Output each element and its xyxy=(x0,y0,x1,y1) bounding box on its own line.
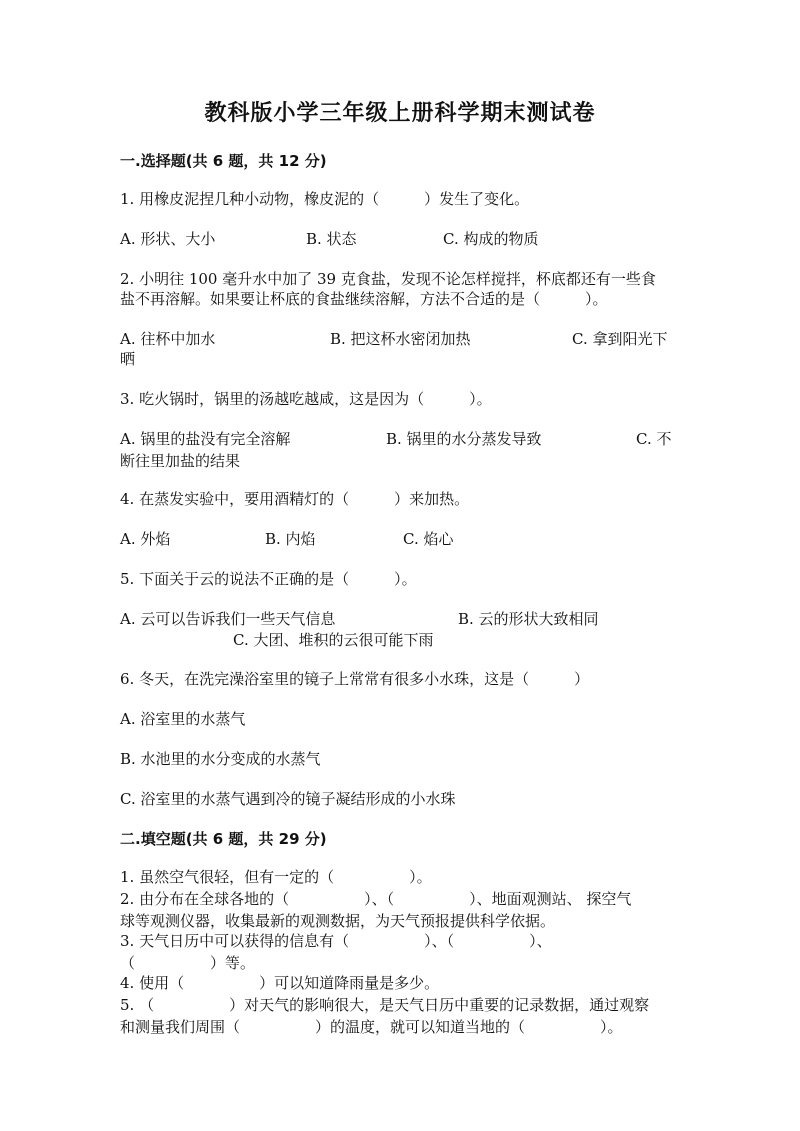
fill-blank-line: 和测量我们周围（ ）的温度，就可以知道当地的（ ）。 xyxy=(120,1018,623,1036)
answer-option-b: B. 锅里的水分蒸发导致 xyxy=(386,430,542,448)
answer-option-c: C. 构成的物质 xyxy=(443,230,539,248)
answer-option-a: A. 外焰 xyxy=(120,530,171,548)
answer-option-a: A. 锅里的盐没有完全溶解 xyxy=(120,430,291,448)
answer-option-b: B. 水池里的水分变成的水蒸气 xyxy=(120,750,321,768)
answer-option-a: A. 浴室里的水蒸气 xyxy=(120,710,246,728)
answer-option-c: C. 焰心 xyxy=(403,530,454,548)
answer-option-b: B. 云的形状大致相同 xyxy=(458,610,599,628)
fill-blank-line: 5. （ ）对天气的影响很大，是天气日历中重要的记录数据，通过观察 xyxy=(120,996,650,1014)
fill-blank-line: （ ）等。 xyxy=(120,954,256,972)
answer-option-b: B. 状态 xyxy=(306,230,357,248)
question-stem: 2. 小明往 100 毫升水中加了 39 克食盐，发现不论怎样搅拌，杯底都还有一些食 xyxy=(120,270,656,288)
answer-option-a: A. 形状、大小 xyxy=(120,230,216,248)
section-heading-fill-blank: 二.填空题(共 6 题，共 29 分) xyxy=(120,830,327,848)
fill-blank-line: 1. 虽然空气很轻，但有一定的（ ）。 xyxy=(120,868,432,886)
answer-option-b: B. 内焰 xyxy=(265,530,316,548)
question-stem: 1. 用橡皮泥捏几种小动物，橡皮泥的（ ）发生了变化。 xyxy=(120,190,530,208)
question-stem: 3. 吃火锅时，锅里的汤越吃越咸，这是因为（ ）。 xyxy=(120,390,492,408)
question-stem: 6. 冬天，在洗完澡浴室里的镜子上常常有很多小水珠，这是（ ） xyxy=(120,670,590,688)
section-heading-choice: 一.选择题(共 6 题，共 12 分) xyxy=(120,152,327,170)
answer-option-b: B. 把这杯水密闭加热 xyxy=(330,330,471,348)
answer-option-c: C. 大团、堆积的云很可能下雨 xyxy=(233,631,434,649)
question-stem: 5. 下面关于云的说法不正确的是（ ）。 xyxy=(120,570,417,588)
question-stem: 4. 在蒸发实验中，要用酒精灯的（ ）来加热。 xyxy=(120,490,470,508)
answer-option-a: A. 云可以告诉我们一些天气信息 xyxy=(120,610,336,628)
answer-option-c-wrap: 晒 xyxy=(120,350,136,368)
answer-option-a: A. 往杯中加水 xyxy=(120,330,216,348)
fill-blank-line: 4. 使用（ ）可以知道降雨量是多少。 xyxy=(120,974,440,992)
answer-option-c-wrap: 断往里加盐的结果 xyxy=(120,452,241,470)
answer-option-c: C. 浴室里的水蒸气遇到冷的镜子凝结形成的小水珠 xyxy=(120,790,456,808)
fill-blank-line: 3. 天气日历中可以获得的信息有（ ）、（ ）、 xyxy=(120,932,552,950)
fill-blank-line: 2. 由分布在全球各地的（ ）、（ ）、地面观测站、 探空气 xyxy=(120,890,632,908)
answer-option-c: C. 拿到阳光下 xyxy=(572,330,668,348)
fill-blank-line: 球等观测仪器，收集最新的观测数据，为天气预报提供科学依据。 xyxy=(120,912,556,930)
answer-option-c: C. 不 xyxy=(636,430,672,448)
question-stem: 盐不再溶解。如果要让杯底的食盐继续溶解，方法不合适的是（ ）。 xyxy=(120,290,608,308)
page-title: 教科版小学三年级上册科学期末测试卷 xyxy=(204,101,596,126)
